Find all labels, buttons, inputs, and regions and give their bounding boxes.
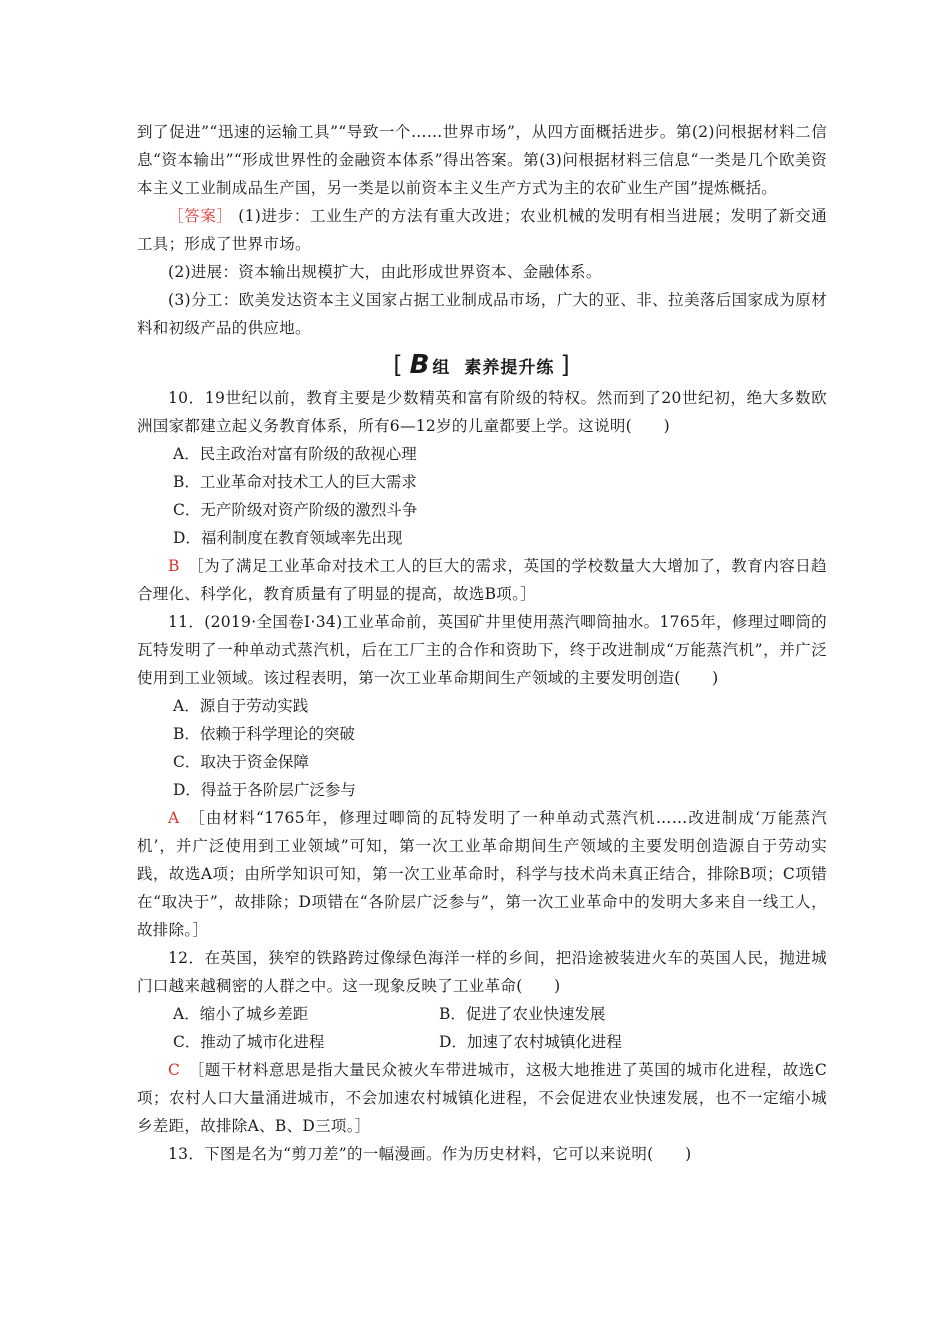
question-10-option-c: C．无产阶级对资产阶级的激烈斗争 [173, 501, 418, 519]
section-left-bracket: [ [393, 351, 404, 379]
question-12-key: C [168, 1061, 181, 1079]
section-heading [137, 346, 827, 384]
question-12-options-row-1 [137, 1000, 827, 1028]
question-10-option-b: B．工业革命对技术工人的巨大需求 [173, 473, 417, 491]
question-12-option-a: A．缩小了城乡差距 [173, 1005, 309, 1023]
question-11-option-d: D．得益于各阶层广泛参与 [173, 781, 356, 799]
question-11-option-c: C．取决于资金保障 [173, 753, 309, 771]
section-title-b: 素养提升练 [464, 357, 555, 378]
section-right-bracket: ] [560, 351, 571, 379]
question-12-option-b: B．促进了农业快速发展 [439, 1005, 606, 1023]
section-title-a: 组 [432, 357, 451, 378]
question-10-explanation [137, 552, 827, 608]
answer-paragraph-3: (3)分工：欧美发达资本主义国家占据工业制成品市场，广大的亚、非、拉美落后国家成为原材料和初级产品的供应地。 [137, 291, 827, 337]
answer-paragraph-1 [137, 202, 827, 258]
answer-text-1: (1)进步：工业生产的方法有重大改进；农业机械的发明有相当进展；发明了新交通工具；形成了世界市场。 [137, 207, 828, 253]
question-11-explain-text: ［由材料“1765年，修理过唧筒的瓦特发明了一种单动式蒸汽机……改进制成‘万能蒸汽机’，并广泛使用到工业领域”可知，第一次工业革命期间生产领域的主要发明创造源自于劳动实践，故选A项；由所学知识可知，第一次工业革命时，科学与技术尚未真正结合，排除B项；C项错在“取决于”，故排除；D项错在“各阶层广泛参与”，第一次工业革命中的发明大多来自一线工人，故排除。］ [137, 809, 827, 939]
question-12-options-row-2 [137, 1028, 827, 1056]
question-10-stem: 10．19世纪以前，教育主要是少数精英和富有阶级的特权。然而到了20世纪初，绝大多数欧洲国家都建立起义务教育体系，所有6—12岁的儿童都要上学。这说明( ) [137, 389, 827, 435]
question-12-explain-text: ［题干材料意思是指大量民众被火车带进城市，这极大地推进了英国的城市化进程，故选C项；农村人口大量涌进城市，不会加速农村城镇化进程，不会促进农业快速发展，也不一定缩小城乡差距，故排除A、B、D三项。］ [137, 1061, 827, 1135]
question-12-option-d: D．加速了农村城镇化进程 [439, 1033, 622, 1051]
question-12-explanation [137, 1056, 827, 1140]
question-12-stem: 12．在英国，狭窄的铁路跨过像绿色海洋一样的乡间，把沿途被装进火车的英国人民，抛进城门口越来越稠密的人群之中。这一现象反映了工业革命( ) [137, 949, 827, 995]
question-11-option-b: B．依赖于科学理论的突破 [173, 725, 355, 743]
document-page [137, 118, 827, 1168]
section-letter: B [409, 350, 431, 380]
question-12-option-c: C．推动了城市化进程 [173, 1033, 325, 1051]
question-11-option-a: A．源自于劳动实践 [173, 697, 309, 715]
question-11-stem: 11．(2019·全国卷Ⅰ·34)工业革命前，英国矿井里使用蒸汽唧筒抽水。1765年，修理过唧筒的瓦特发明了一种单动式蒸汽机，后在工厂主的合作和资助下，终于改进制成“万能蒸汽机”，并广泛使用到工业领域。该过程表明，第一次工业革命期间生产领域的主要发明创造( ) [137, 613, 827, 687]
question-13-stem: 13．下图是名为“剪刀差”的一幅漫画。作为历史材料，它可以来说明( ) [168, 1145, 692, 1163]
question-11-key: A [168, 809, 180, 827]
answer-paragraph-2: (2)进展：资本输出规模扩大，由此形成世界资本、金融体系。 [168, 263, 602, 281]
analysis-paragraph: 到了促进”“迅速的运输工具”“导致一个……世界市场”，从四方面概括进步。第(2)问根据材料二信息“资本输出”“形成世界性的金融资本体系”得出答案。第(3)问根据材料三信息“一类是几个欧美资本主义工业制成品生产国，另一类是以前资本主义生产方式为主的农矿业生产国”提炼概括。 [137, 123, 827, 197]
question-10-option-d: D．福利制度在教育领域率先出现 [173, 529, 403, 547]
question-10-explain-text: ［为了满足工业革命对技术工人的巨大的需求，英国的学校数量大大增加了，教育内容日趋合理化、科学化，教育质量有了明显的提高，故选B项。］ [137, 557, 827, 603]
question-10-key: B [168, 557, 180, 575]
answer-label: ［答案］ [168, 207, 233, 225]
question-11-explanation [137, 804, 827, 944]
question-10-option-a: A．民主政治对富有阶级的敌视心理 [173, 445, 417, 463]
